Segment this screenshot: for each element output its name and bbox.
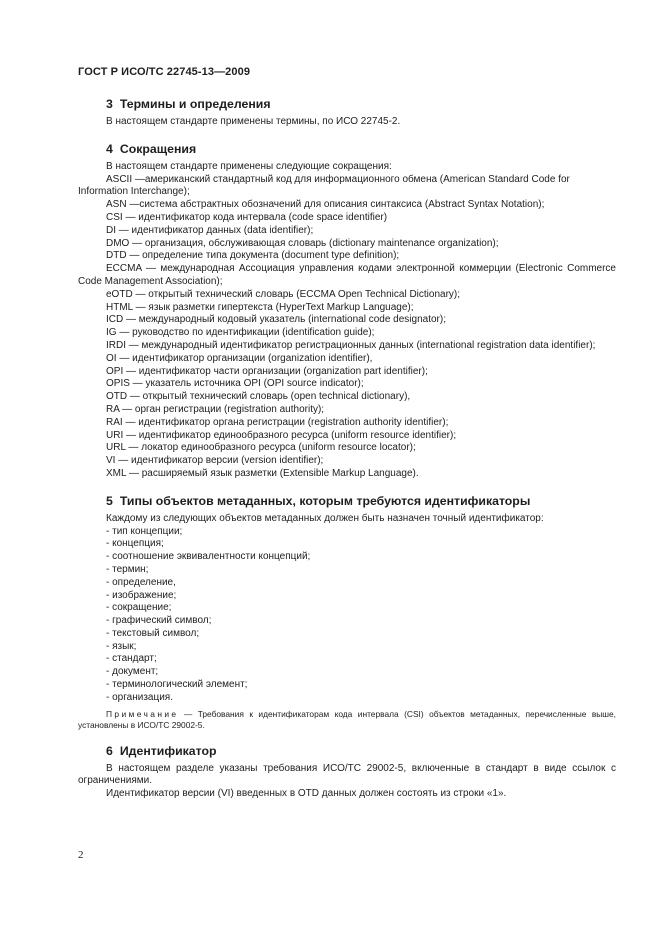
section-number: 4 <box>106 141 113 156</box>
section-5-note <box>78 709 616 731</box>
section-3-text: В настоящем стандарте применены термины, по ИСО 22745-2. <box>106 116 401 127</box>
note-text: — Требования к идентификаторам кода интервала (CSI) объектов метаданных, перечисленные выше, установлены в ИСО/ТС 29002-5. <box>78 708 616 730</box>
section-6-paragraph-1: В настоящем разделе указаны требования ИСО/ТС 29002-5, включенные в стандарт в виде ссылок с ограничениями. <box>78 762 616 787</box>
list-item: - термин; <box>106 563 149 575</box>
abbreviation-item: ASN —система абстрактных обозначений для описания синтаксиса (Abstract Syntax Notation); <box>106 199 545 211</box>
section-number: 6 <box>106 743 113 758</box>
list-item: - текстовый символ; <box>106 627 200 639</box>
list-item: - концепция; <box>106 538 164 550</box>
list-item: - тип концепции; <box>106 525 183 537</box>
abbreviation-item: HTML — язык разметки гипертекста (HyperText Markup Language); <box>106 301 414 313</box>
abbreviation-item: ASCII —американский стандартный код для информационного обмена (American Standard Code for Information Interchange); <box>78 173 570 198</box>
list-item: - графический символ; <box>106 615 212 627</box>
section-heading: Типы объектов метаданных, которым требуются идентификаторы <box>119 493 531 508</box>
abbreviation-item: OPIS — указатель источника OPI (OPI source indicator); <box>106 378 364 390</box>
section-heading: Термины и определения <box>119 97 271 111</box>
abbreviation-item: ICD — международный кодовый указатель (international code designator); <box>106 314 446 326</box>
list-item: - язык; <box>106 640 137 652</box>
list-item: - документ; <box>106 666 159 678</box>
page-number: 2 <box>78 849 84 861</box>
section-5-title <box>78 493 616 509</box>
abbreviation-item: CSI — идентификатор кода интервала (code space identifier) <box>106 211 388 223</box>
list-item: - терминологический элемент; <box>106 679 248 691</box>
list-item: - стандарт; <box>106 653 157 665</box>
section-3-title <box>78 96 616 112</box>
section-4-intro: В настоящем стандарте применены следующие сокращения: <box>106 160 392 172</box>
list-item: - изображение; <box>106 589 177 601</box>
list-item: - соотношение эквивалентности концепций; <box>106 551 311 563</box>
abbreviation-item: DI — идентификатор данных (data identifier); <box>106 224 314 236</box>
note-label: Примечание <box>106 708 179 719</box>
abbreviation-item: IG — руководство по идентификации (identification guide); <box>106 327 375 339</box>
section-6-paragraph-2: Идентификатор версии (VI) введенных в OTD данных должен состоять из строки «1». <box>106 788 507 800</box>
abbreviation-item: URI — идентификатор единообразного ресурса (uniform resource identifier); <box>106 429 457 441</box>
section-5-intro: Каждому из следующих объектов метаданных должен быть назначен точный идентификатор: <box>106 512 544 524</box>
abbreviation-item: OTD — открытый технический словарь (open technical dictionary), <box>106 391 411 403</box>
metadata-object-list <box>78 526 616 705</box>
list-item: - сокращение; <box>106 602 172 614</box>
abbreviation-item: XML — расширяемый язык разметки (Extensible Markup Language). <box>106 467 419 479</box>
section-6-title <box>78 743 616 759</box>
section-heading: Сокращения <box>119 141 197 156</box>
abbreviation-item: RA — орган регистрации (registration authority); <box>106 403 325 415</box>
section-heading: Идентификатор <box>119 743 217 758</box>
abbreviation-item: ECCMA — международная Ассоциация управления кодами электронной коммерции (Electronic Commerce Code Management Association); <box>78 263 616 287</box>
abbreviation-item: eOTD — открытый технический словарь (ECCMA Open Technical Dictionary); <box>106 288 461 300</box>
abbreviation-item: RAI — идентификатор органа регистрации (registration authority identifier); <box>106 416 449 428</box>
document-header: ГОСТ Р ИСО/ТС 22745-13—2009 <box>78 66 251 78</box>
abbreviation-item: DTD — определение типа документа (document type definition); <box>106 250 400 262</box>
abbreviation-list <box>78 174 616 481</box>
abbreviation-item: OPI — идентификатор части организации (organization part identifier); <box>106 365 428 377</box>
list-item: - организация. <box>106 691 173 703</box>
section-4-title <box>78 141 616 157</box>
list-item: - определение, <box>106 576 176 588</box>
abbreviation-item: OI — идентификатор организации (organization identifier), <box>106 352 373 364</box>
abbreviation-item: IRDI — международный идентификатор регистрационных данных (international registration data identifier); <box>106 339 596 351</box>
section-number: 5 <box>106 493 113 508</box>
page-content <box>78 96 616 801</box>
abbreviation-item: URL — локатор единообразного ресурса (uniform resource locator); <box>106 442 416 454</box>
abbreviation-item: DMO — организация, обслуживающая словарь (dictionary maintenance organization); <box>106 237 499 249</box>
abbreviation-item: VI — идентификатор версии (version identifier); <box>106 455 324 467</box>
section-number: 3 <box>106 97 113 111</box>
